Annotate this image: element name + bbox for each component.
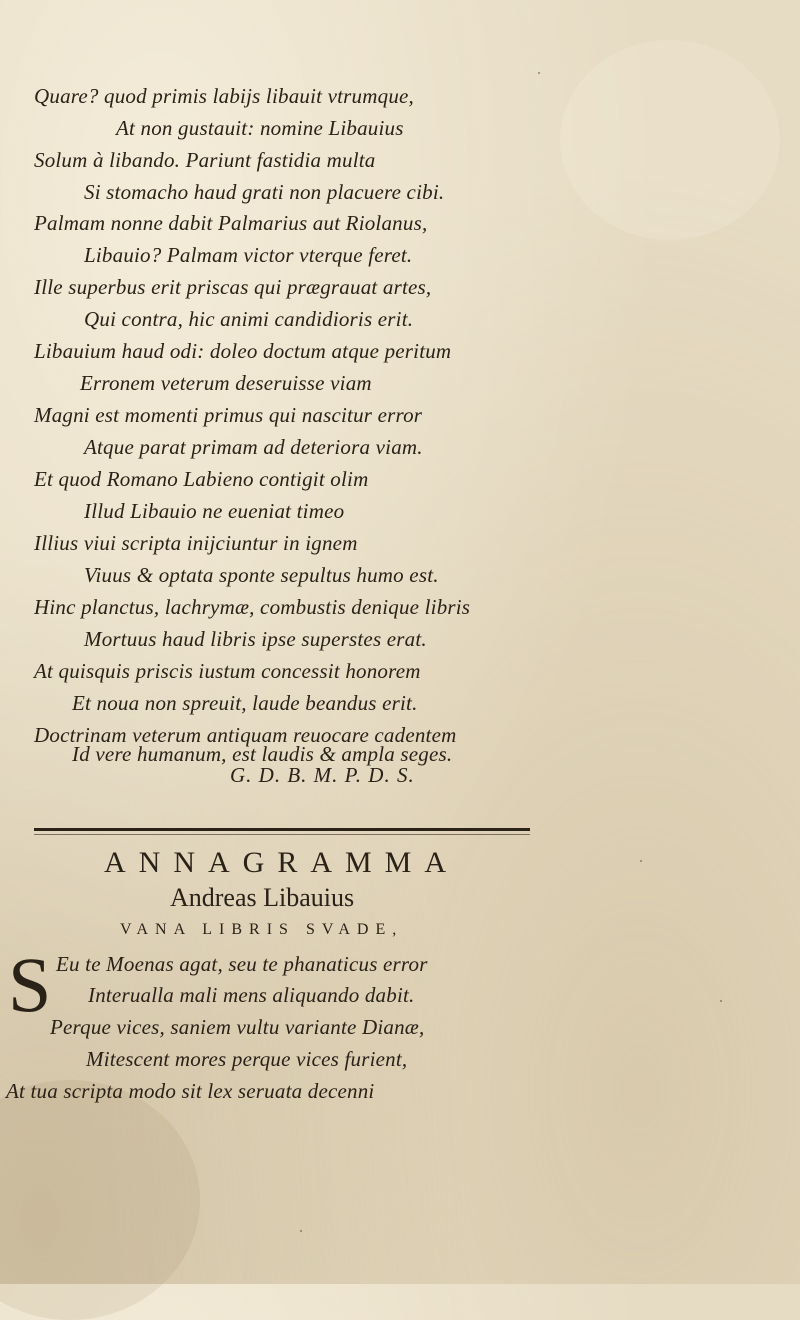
drop-capital: S bbox=[8, 941, 52, 1028]
paper-stain bbox=[0, 1080, 200, 1320]
anagram-poem-line: Mitescent mores perque vices furient, bbox=[86, 1047, 408, 1071]
poem-line: Erronem veterum deseruisse viam bbox=[80, 371, 372, 395]
anagram-result: VANA LIBRIS SVADE, bbox=[120, 921, 404, 938]
poem-line: At quisquis priscis iustum concessit honorem bbox=[34, 659, 421, 683]
anagram-poem-line: At tua scripta modo sit lex seruata decenni bbox=[6, 1079, 375, 1103]
poem-line: Qui contra, hic animi candidioris erit. bbox=[84, 307, 414, 331]
paper-speck bbox=[720, 1000, 722, 1002]
poem-line: Viuus & optata sponte sepultus humo est. bbox=[84, 563, 439, 587]
poem-line: Et noua non spreuit, laude beandus erit. bbox=[72, 691, 418, 715]
poem-line: Atque parat primam ad deteriora viam. bbox=[84, 435, 423, 459]
anagram-poem-line: Eu te Moenas agat, seu te phanaticus error bbox=[56, 952, 428, 976]
poem-line: Solum à libando. Pariunt fastidia multa bbox=[34, 148, 376, 172]
poem-line: Magni est momenti primus qui nascitur error bbox=[34, 403, 423, 427]
poem-line: Libauium haud odi: doleo doctum atque peritum bbox=[34, 339, 452, 363]
anagram-source-name: Andreas Libauius bbox=[170, 883, 355, 912]
poem-line: Illud Libauio ne eueniat timeo bbox=[84, 499, 345, 523]
paper-speck bbox=[300, 1230, 302, 1232]
poem-line: Doctrinam veterum antiquam reuocare cadentem bbox=[34, 723, 457, 747]
paper-stain bbox=[560, 40, 780, 240]
anagram-poem-line: Interualla mali mens aliquando dabit. bbox=[88, 983, 415, 1007]
poem-line: Illius viui scripta inijciuntur in ignem bbox=[34, 531, 358, 555]
anagram-heading: ANNAGRAMMA bbox=[104, 846, 460, 879]
author-initials: G. D. B. M. P. D. S. bbox=[230, 763, 415, 787]
poem-line: Libauio? Palmam victor vterque feret. bbox=[84, 243, 413, 267]
poem-line: Si stomacho haud grati non placuere cibi. bbox=[84, 180, 445, 204]
anagram-poem-line: Perque vices, saniem vultu variante Dianæ, bbox=[50, 1015, 425, 1039]
poem-line: Quare? quod primis labijs libauit vtrumque, bbox=[34, 84, 414, 108]
section-divider bbox=[34, 828, 530, 831]
poem-line: Palmam nonne dabit Palmarius aut Riolanus, bbox=[34, 211, 428, 235]
poem-line: Et quod Romano Labieno contigit olim bbox=[34, 467, 369, 491]
section-divider-thin bbox=[34, 834, 530, 835]
poem-line: Mortuus haud libris ipse superstes erat. bbox=[84, 627, 427, 651]
poem-line: Id vere humanum, est laudis & ampla seges. bbox=[72, 742, 453, 766]
paper-speck bbox=[640, 860, 642, 862]
paper-speck bbox=[538, 72, 540, 74]
poem-line: At non gustauit: nomine Libauius bbox=[116, 116, 404, 140]
poem-line: Ille superbus erit priscas qui prægrauat artes, bbox=[34, 275, 432, 299]
poem-line: Hinc planctus, lachrymæ, combustis denique libris bbox=[34, 595, 471, 619]
